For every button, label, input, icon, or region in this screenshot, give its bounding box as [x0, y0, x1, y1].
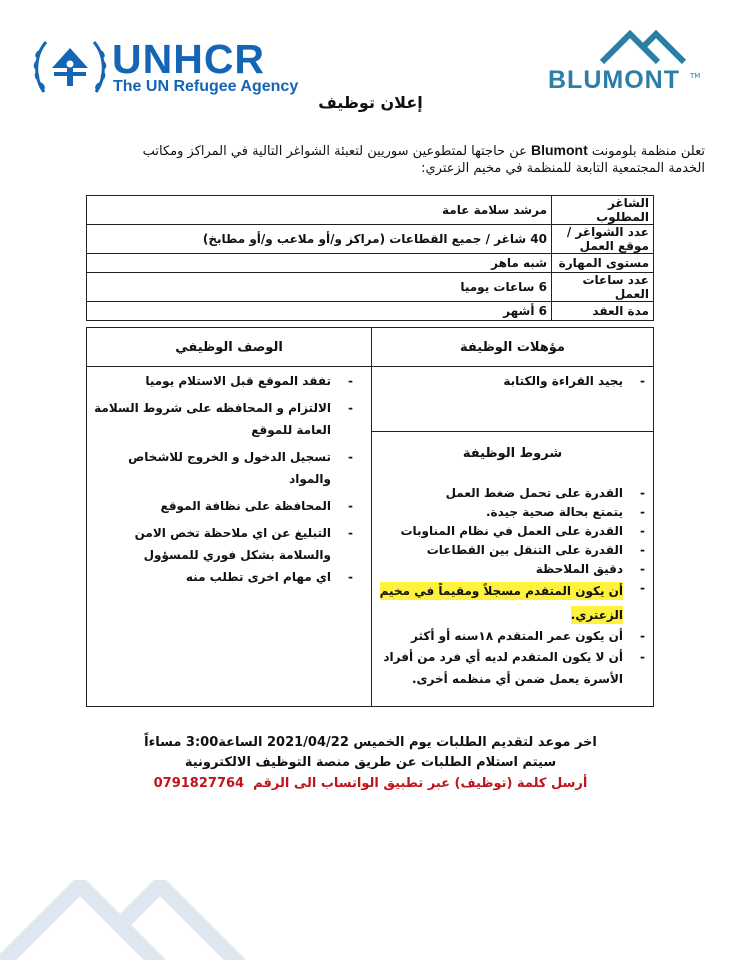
details-label: مدة العقد [552, 302, 654, 321]
details-value: شبه ماهر [87, 254, 552, 273]
highlighted-condition [377, 579, 653, 627]
list-item: - اي مهام اخرى تطلب منه [91, 566, 361, 588]
intro-line-1 [25, 141, 705, 161]
whatsapp-text: أرسل كلمة (توظيف) عبر تطبيق الواتساب الى الرقم [253, 776, 588, 791]
details-value: 40 شاغر / جميع القطاعات (مراكز و/أو ملاعب و/أو مطابخ) [87, 225, 552, 254]
table-row [87, 273, 654, 302]
table-row [87, 302, 654, 321]
list-item: - القدرة على التنقل بين القطاعات [377, 541, 653, 560]
blumont-mountain-icon [600, 30, 700, 64]
qualifications-heading: مؤهلات الوظيفة [460, 340, 565, 355]
list-item: - التبليغ عن اي ملاحظة تخص الامن والسلامة بشكل فوري للمسؤول [91, 522, 361, 566]
column-divider [371, 328, 372, 706]
details-label: عدد ساعات العمل [552, 273, 654, 302]
conditions-divider [371, 431, 653, 432]
list-item: - أن يكون عمر المتقدم ١٨سنه أو أكثر [377, 627, 653, 646]
job-info-box [86, 327, 654, 707]
details-label: الشاغر المطلوب [552, 196, 654, 225]
blumont-trademark: TM [690, 72, 701, 80]
list-item: - يتمتع بحالة صحية جيدة. [377, 503, 653, 522]
list-item: - تسجيل الدخول و الخروج للاشخاص والمواد [91, 446, 361, 490]
conditions-heading: شروط الوظيفة [462, 446, 563, 461]
table-row [87, 225, 654, 254]
list-item: - القدرة على تحمل ضغط العمل [377, 484, 653, 503]
list-item: - القدرة على العمل في نظام المناوبات [377, 522, 653, 541]
job-description-list [91, 370, 361, 588]
list-item: - الالتزام و المحافظه على شروط السلامة العامة للموقع [91, 397, 361, 441]
list-item: - المحافظة على نظافة الموقع [91, 495, 361, 517]
details-table [86, 195, 654, 321]
table-row [87, 254, 654, 273]
intro-brand: Blumont [531, 142, 588, 158]
table-row [87, 196, 654, 225]
intro-line-2: الخدمة المجتمعية التابعة للمنظمة في مخيم الزعتري: [421, 161, 705, 176]
list-item: - أن لا يكون المتقدم لديه أي فرد من أفراد الأسرة يعمل ضمن أي منظمه أخرى. [377, 646, 653, 690]
header-divider [87, 366, 653, 367]
list-item: - يجيد القراءة والكتابة [377, 372, 653, 391]
conditions-list [377, 484, 653, 690]
list-item: - دقيق الملاحظة [377, 560, 653, 579]
whatsapp-number: 0791827764 [153, 776, 245, 791]
unhcr-tagline: The UN Refugee Agency [113, 78, 299, 95]
highlighted-condition-text: أن يكون المتقدم مسجلاً ومقيماً في مخيم الزعتري. [379, 584, 623, 622]
qualifications-list [377, 372, 653, 391]
intro-line-1-start: تعلن منظمة بلومونت [587, 144, 705, 159]
details-label: مستوى المهارة [552, 254, 654, 273]
online-application-text: سيتم استلام الطلبات عن طريق منصة التوظيف الالكترونية [184, 755, 557, 770]
details-value: 6 ساعات يوميا [87, 273, 552, 302]
whatsapp-line [0, 774, 741, 794]
deadline-text: اخر موعد لتقديم الطلبات يوم الخميس 2021/04/22 الساعة3:00 مساءاً [144, 735, 597, 750]
intro-line-1-end: عن حاجتها لمتطوعين سوريين لتعبئة الشواغر التالية في المراكز ومكاتب [142, 144, 531, 159]
list-item: - تفقد الموقع قبل الاستلام يوميا [91, 370, 361, 392]
details-value: مرشد سلامة عامة [87, 196, 552, 225]
unhcr-name: UNHCR [112, 36, 266, 82]
details-value: 6 أشهر [87, 302, 552, 321]
details-label: عدد الشواغر / موقع العمل [552, 225, 654, 254]
job-description-heading: الوصف الوظيفي [175, 340, 283, 355]
blumont-watermark-icon [0, 880, 300, 960]
blumont-name: BLUMONT [548, 66, 680, 94]
page-title: إعلان توظيف [318, 93, 423, 112]
